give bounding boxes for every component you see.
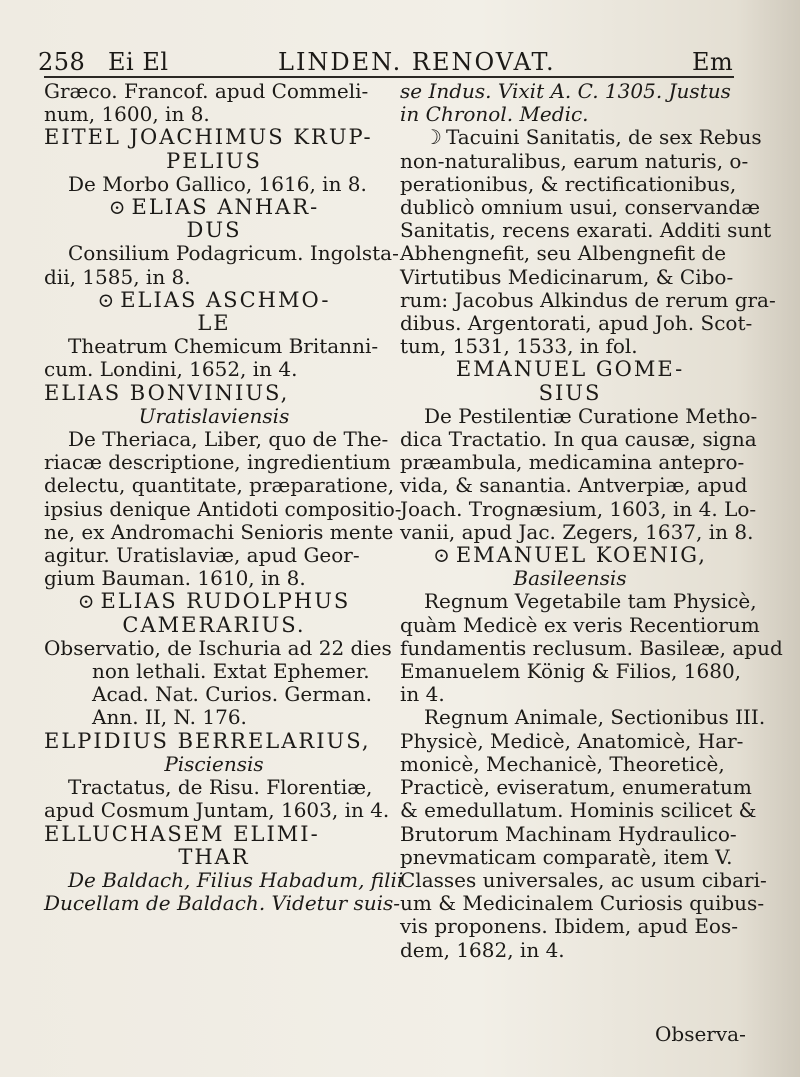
line-text: Classes universales, ac usum cibari- <box>400 867 767 892</box>
left-column-line <box>44 450 391 475</box>
line-text: gium Bauman. 1610, in 8. <box>44 566 306 591</box>
left-column-line <box>44 173 384 196</box>
right-column-line <box>400 311 753 336</box>
right-column-line <box>400 589 757 614</box>
left-column-line <box>44 867 404 892</box>
line-text: Joach. Trognæsium, 1603, in 4. Lo- <box>400 496 757 521</box>
right-column-line <box>400 496 757 521</box>
line-text: De Morbo Gallico, 1616, in 8. <box>68 171 367 196</box>
line-text: ELIAS ASCHMO- <box>120 287 331 312</box>
line-text: um & Medicinalem Curiosis quibus- <box>400 891 765 916</box>
right-column-line <box>400 287 776 312</box>
left-column-line <box>44 798 390 823</box>
line-text: riacæ descriptione, ingredientium <box>44 450 391 475</box>
left-column-line <box>44 891 401 916</box>
line-text: EMANUEL KOENIG, <box>455 543 707 568</box>
line-text: ipsius denique Antidoti compositio- <box>44 496 402 521</box>
left-column-line <box>44 776 384 799</box>
line-text: præambula, medicamina antepro- <box>400 450 745 475</box>
line-text: in Chronol. Medic. <box>400 102 589 127</box>
printer-mark-icon: ⊙ <box>433 543 452 568</box>
line-text: se Indus. Vixit A. C. 1305. Justus <box>400 79 731 103</box>
line-text: DUS <box>186 218 242 243</box>
printer-mark-icon: ☽ <box>424 125 442 150</box>
left-column-line <box>44 544 384 567</box>
line-text: vanii, apud Jac. Zegers, 1637, in 8. <box>400 519 754 544</box>
line-text: Basileensis <box>513 566 627 591</box>
right-column-line <box>400 567 740 590</box>
right-column-line <box>400 218 772 243</box>
running-head-left-word: Ei El <box>108 48 169 76</box>
right-column-line <box>400 148 749 173</box>
right-column-line <box>400 103 740 126</box>
right-column-line <box>400 846 740 869</box>
line-text: ne, ex Andromachi Senioris mente <box>44 519 394 544</box>
left-column <box>44 79 404 916</box>
line-text: vis proponens. Ibidem, apud Eos- <box>400 914 738 939</box>
left-column-line <box>44 150 384 173</box>
right-column-line <box>400 403 758 428</box>
line-text: Physicè, Medicè, Anatomicè, Har- <box>400 728 744 753</box>
line-text: dii, 1585, in 8. <box>44 264 191 289</box>
line-text: delectu, quantitate, præparatione, <box>44 473 395 498</box>
line-text: De Pestilentiæ Curatione Metho- <box>424 403 758 428</box>
right-column-line <box>400 335 740 358</box>
line-text: non-naturalibus, earum naturis, o- <box>400 148 749 173</box>
printer-mark-icon: ⊙ <box>97 287 117 312</box>
left-column-line <box>44 614 384 637</box>
line-text: Uratislaviensis <box>138 403 290 428</box>
line-text: ELLUCHASEM ELIMI- <box>44 821 320 846</box>
line-text: dem, 1682, in 4. <box>400 937 565 962</box>
right-column-line <box>400 660 740 683</box>
line-text: Græco. Francof. apud Commeli- <box>44 79 369 103</box>
right-column-line <box>400 939 740 962</box>
line-text: THAR <box>178 844 250 869</box>
right-column-line <box>400 242 740 265</box>
line-text: num, 1600, in 8. <box>44 102 210 127</box>
line-text: LE <box>197 311 231 336</box>
right-column-line <box>400 612 760 637</box>
line-text: dibus. Argentorati, apud Joh. Scot- <box>400 311 753 336</box>
left-column-line <box>44 358 384 381</box>
left-column-line <box>44 335 384 358</box>
left-column-line <box>44 846 384 869</box>
left-column-line <box>44 823 384 846</box>
line-text: quàm Medicè ex veris Recentiorum <box>400 612 760 637</box>
line-text: EMANUEL GOME- <box>455 357 685 382</box>
right-column-line <box>400 775 752 800</box>
header-rule <box>44 76 734 78</box>
line-text: monicè, Mechanicè, Theoreticè, <box>400 751 725 776</box>
line-text: Tractatus, de Risu. Florentiæ, <box>68 775 373 800</box>
printer-mark-icon: ⊙ <box>108 195 128 220</box>
left-column-line <box>44 312 384 335</box>
right-column-line <box>400 519 754 544</box>
line-text: & emedullatum. Hominis scilicet & <box>400 798 757 823</box>
left-column-line <box>44 635 392 660</box>
left-column-line <box>44 519 394 544</box>
right-column-line <box>400 823 740 846</box>
running-head <box>38 44 738 80</box>
line-text: PELIUS <box>166 148 262 173</box>
line-text: in 4. <box>400 682 445 707</box>
line-text: Ducellam de Baldach. Videtur suis- <box>44 891 401 916</box>
line-text: apud Cosmum Juntam, 1603, in 4. <box>44 798 390 823</box>
bottom-catchword: Observa- <box>655 1022 746 1046</box>
line-text: SIUS <box>538 380 602 405</box>
right-column-line <box>400 473 748 498</box>
line-text: Theatrum Chemicum Britanni- <box>68 334 379 359</box>
right-column-line <box>400 915 740 938</box>
left-column-line <box>44 241 399 266</box>
line-text: EITEL JOACHIMUS KRUP- <box>44 125 373 150</box>
right-column-line <box>400 382 740 405</box>
right-column-line <box>400 125 762 150</box>
left-column-line <box>44 753 384 776</box>
left-column-line <box>44 567 384 590</box>
line-text: CAMERARIUS. <box>122 612 306 637</box>
line-text: non lethali. Extat Ephemer. <box>92 659 370 684</box>
line-text: ELIAS RUDOLPHUS <box>100 589 351 614</box>
line-text: ELIAS BONVINIUS, <box>44 380 290 405</box>
left-column-line <box>44 103 384 126</box>
left-column-line <box>44 80 384 103</box>
line-text: Acad. Nat. Curios. German. <box>92 682 372 707</box>
line-text: dublicò omnium usui, conservandæ <box>400 195 760 220</box>
line-text: fundamentis reclusum. Basileæ, apud <box>400 635 783 660</box>
right-column-line <box>400 891 765 916</box>
left-column-line <box>44 496 402 521</box>
line-text: vida, & sanantia. Antverpiæ, apud <box>400 473 748 498</box>
line-text: Pisciensis <box>164 751 264 776</box>
right-column-line <box>400 173 740 196</box>
right-column-line <box>400 358 740 381</box>
running-head-title: LINDEN. RENOVAT. <box>278 48 556 76</box>
line-text: Observatio, de Ischuria ad 22 dies <box>44 635 392 660</box>
line-text: pnevmaticam comparatè, item V. <box>400 844 733 869</box>
line-text: Sanitatis, recens exarati. Additi sunt <box>400 218 772 243</box>
line-text: Regnum Animale, Sectionibus III. <box>424 705 766 730</box>
right-column <box>400 79 783 962</box>
left-column-line <box>44 266 384 289</box>
line-text: Regnum Vegetabile tam Physicè, <box>424 589 757 614</box>
line-text: ELPIDIUS BERRELARIUS, <box>44 728 371 753</box>
line-text: cum. Londini, 1652, in 4. <box>44 357 298 382</box>
left-column-line <box>44 706 384 729</box>
left-column-line <box>44 590 384 613</box>
printer-mark-icon: ⊙ <box>77 589 97 614</box>
right-column-line <box>400 80 740 103</box>
left-column-line <box>44 289 384 312</box>
left-column-line <box>44 126 384 149</box>
right-column-line <box>400 867 767 892</box>
left-column-line <box>44 196 384 219</box>
line-text: De Theriaca, Liber, quo de The- <box>68 427 389 452</box>
line-text: Abhengnefit, seu Albengnefit de <box>400 241 727 266</box>
line-text: Brutorum Machinam Hydraulico- <box>400 821 737 846</box>
right-column-line <box>400 544 740 567</box>
line-text: De Baldach, Filius Habadum, filii <box>68 867 404 892</box>
page-number: 258 <box>38 48 86 76</box>
right-column-line <box>400 728 744 753</box>
line-text: perationibus, & rectificationibus, <box>400 171 737 196</box>
left-column-line <box>44 660 384 683</box>
line-text: Virtutibus Medicinarum, & Cibo- <box>400 264 734 289</box>
line-text: Tacuini Sanitatis, de sex Rebus <box>445 125 762 150</box>
line-text: dica Tractatio. In qua causæ, signa <box>400 427 757 452</box>
left-column-line <box>44 730 384 753</box>
line-text: ELIAS ANHAR- <box>131 195 320 220</box>
right-column-line <box>400 195 760 220</box>
left-column-line <box>44 219 384 242</box>
left-column-line <box>44 427 389 452</box>
running-head-catchword: Em <box>692 48 734 76</box>
right-column-line <box>400 798 757 823</box>
line-text: Ann. II, N. 176. <box>92 705 247 730</box>
right-column-line <box>400 450 745 475</box>
line-text: rum: Jacobus Alkindus de rerum gra- <box>400 287 776 312</box>
line-text: Practicè, eviseratum, enumeratum <box>400 775 752 800</box>
left-column-line <box>44 683 384 706</box>
right-column-line <box>400 705 766 730</box>
left-column-line <box>44 473 395 498</box>
line-text: tum, 1531, 1533, in fol. <box>400 334 638 359</box>
line-text: Consilium Podagricum. Ingolsta- <box>68 241 399 266</box>
right-column-line <box>400 427 757 452</box>
right-column-line <box>400 266 740 289</box>
right-column-line <box>400 683 740 706</box>
left-column-line <box>44 405 384 428</box>
left-column-line <box>44 382 384 405</box>
line-text: Emanuelem König & Filios, 1680, <box>400 659 742 684</box>
line-text: agitur. Uratislaviæ, apud Geor- <box>44 543 360 568</box>
right-column-line <box>400 635 783 660</box>
right-column-line <box>400 753 740 776</box>
